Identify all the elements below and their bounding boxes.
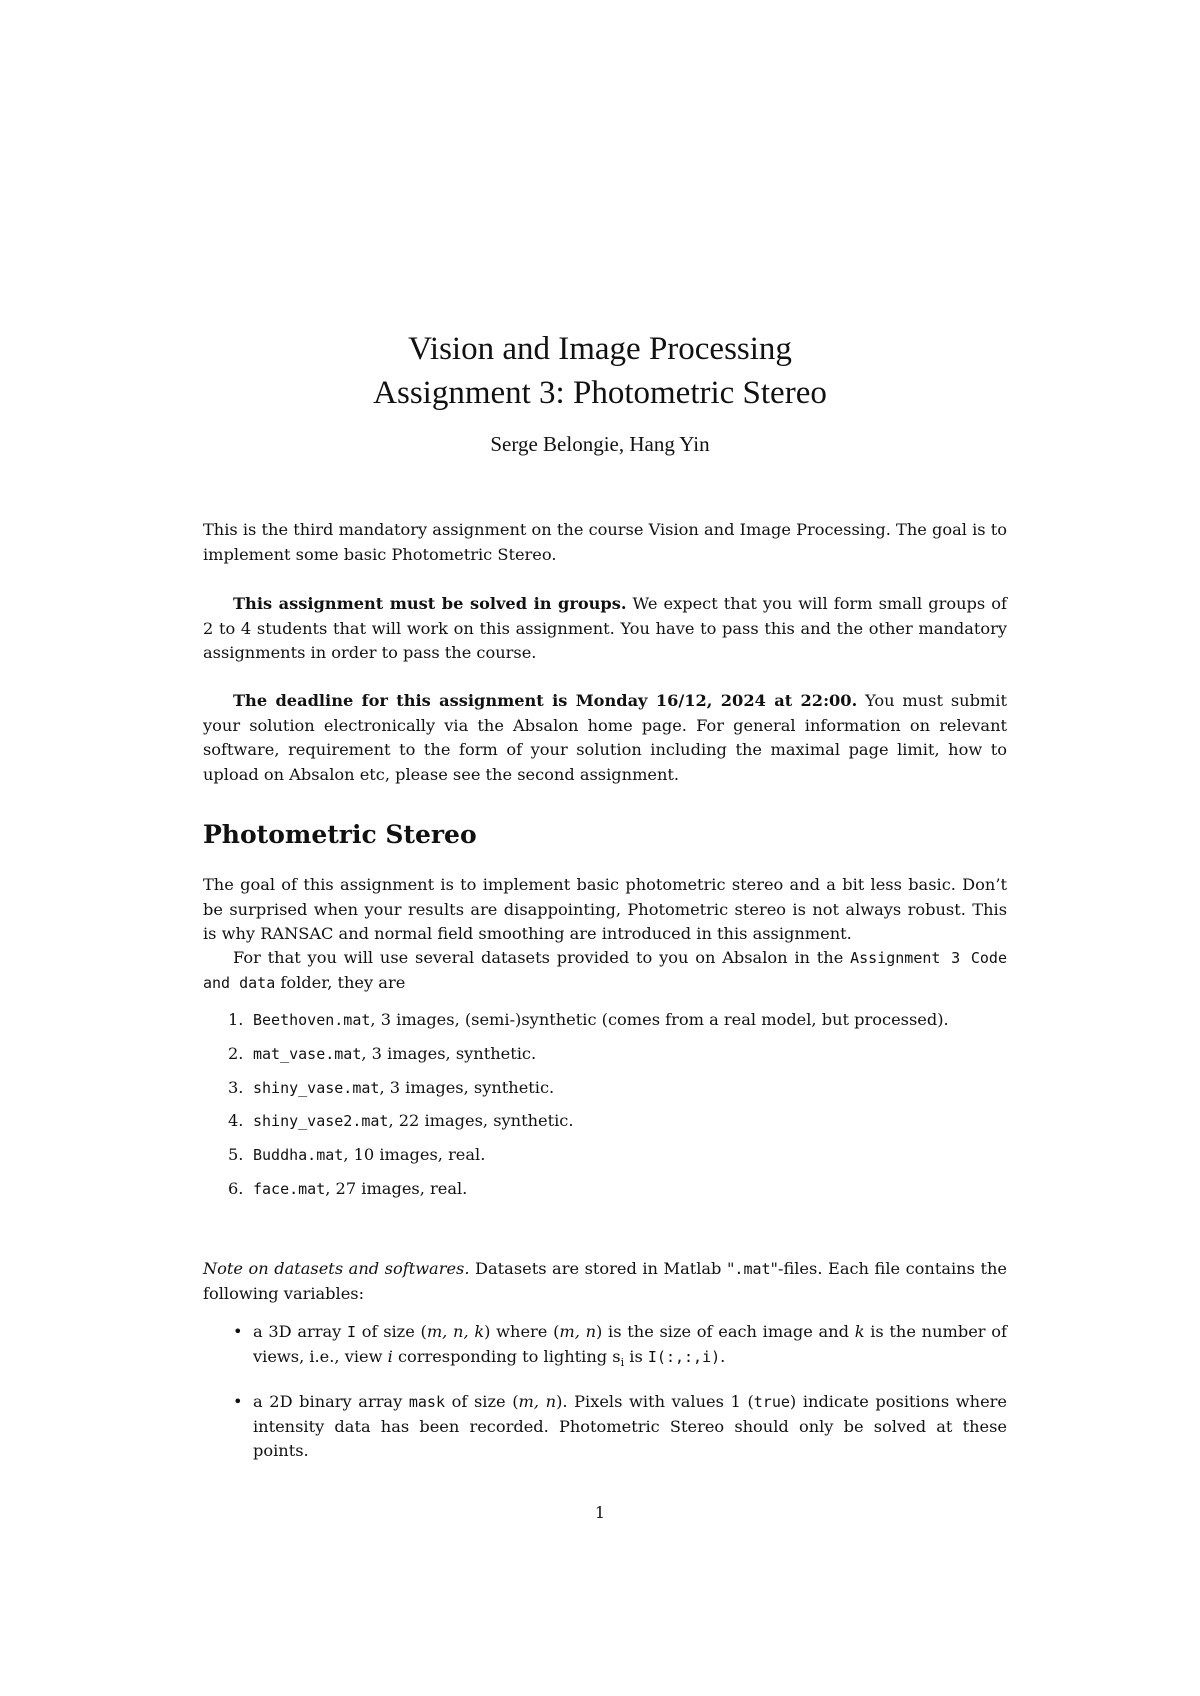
list-number: 4.: [228, 1111, 244, 1131]
groups-emphasis: This assignment must be solved in groups.: [233, 594, 627, 613]
math-expression: m, n: [518, 1392, 557, 1412]
dataset-description: , 10 images, real.: [343, 1145, 486, 1165]
course-title: Vision and Image Processing: [408, 331, 792, 367]
bullet-icon: •: [233, 1392, 243, 1412]
groups-text: We expect that you will form small groups of 2 to 4 students that will work on this assignment. You have to pass this and the other mandatory assignments in order to pass the course.: [203, 594, 1007, 662]
bullet-text: is: [624, 1346, 648, 1366]
math-expression: m, n: [559, 1322, 597, 1341]
math-expression: k: [854, 1322, 865, 1341]
code-value: true: [753, 1393, 790, 1412]
list-item: [203, 1143, 1007, 1167]
groups-paragraph: [203, 592, 1007, 666]
dataset-description: , 3 images, synthetic.: [361, 1043, 537, 1063]
bullet-text: of size (: [356, 1322, 427, 1341]
list-item: [203, 1076, 1007, 1100]
note-text: Datasets are stored in Matlab ": [469, 1259, 735, 1278]
datasets-intro-paragraph: [203, 946, 1007, 995]
dataset-filename: shiny_vase2.mat: [253, 1112, 389, 1131]
dataset-description: , 27 images, real.: [325, 1178, 468, 1198]
bullet-text: a 3D array: [253, 1322, 347, 1341]
list-number: 5.: [228, 1145, 244, 1165]
list-number: 2.: [228, 1043, 244, 1063]
dataset-filename: shiny_vase.mat: [253, 1078, 380, 1097]
note-paragraph: [203, 1257, 1007, 1306]
dataset-description: , 3 images, (semi-)synthetic (comes from a real model, but processed).: [370, 1010, 949, 1029]
datasets-intro-text: For that you will use several datasets provided to you on Absalon in the: [233, 948, 851, 967]
math-expression: m, n, k: [426, 1322, 485, 1341]
dataset-filename: mat_vase.mat: [253, 1044, 362, 1063]
bullet-text: is the number of views, i.e., view: [253, 1322, 1007, 1366]
intro-text: This is the third mandatory assignment on the course Vision and Image Processing. The goal is to implement some basic Photometric Stereo.: [203, 520, 1007, 564]
authors: Serge Belongie, Hang Yin: [490, 432, 710, 456]
list-item: [203, 1008, 1007, 1032]
bullet-text: ) is the size of each image and: [596, 1322, 855, 1341]
folder-name: Assignment 3 Code and data: [203, 949, 1007, 992]
note-text-suffix: "-files. Each file contains the following variables:: [203, 1259, 1007, 1303]
bullet-text: corresponding to lighting s: [392, 1346, 621, 1366]
section-text: The goal of this assignment is to implement basic photometric stereo and a bit less basic. Don’t be surprised when your results are disappointing, Photometric stereo is not always robust. This is why RANSAC and normal field smoothing are introduced in this assignment.: [203, 875, 1007, 943]
subscript: i: [620, 1355, 625, 1369]
dataset-list: [203, 1008, 1007, 1211]
list-number: 6.: [228, 1178, 244, 1198]
title-block: [0, 327, 1200, 457]
datasets-intro-suffix: folder, they are: [275, 972, 406, 992]
list-item: [203, 1390, 1007, 1464]
deadline-paragraph: [203, 689, 1007, 787]
code-expression: I(:,:,i): [647, 1347, 721, 1366]
deadline-emphasis: The deadline for this assignment is Monday 16/12, 2024 at 22:00.: [233, 691, 858, 710]
bullet-text: ). Pixels with values 1 (: [556, 1392, 754, 1412]
section-heading: Photometric Stereo: [203, 820, 477, 849]
dataset-description: , 22 images, synthetic.: [388, 1111, 574, 1131]
bullet-text: ) indicate positions where intensity data has been recorded. Photometric Stereo should only be solved at these points.: [253, 1392, 1007, 1461]
list-item: [203, 1109, 1007, 1133]
variable-name: mask: [408, 1393, 445, 1412]
dataset-filename: Buddha.mat: [253, 1146, 344, 1165]
page-number: 1: [594, 1503, 606, 1522]
list-item: [203, 1320, 1007, 1375]
bullet-icon: •: [233, 1322, 243, 1341]
list-number: 3.: [228, 1077, 244, 1097]
bullet-text: of size (: [444, 1392, 519, 1412]
bullet-text: .: [720, 1346, 726, 1366]
deadline-text: You must submit your solution electronically via the Absalon home page. For general information on relevant software, requirement to the form of your solution including the maximal page limit, how to upload on Absalon etc, please see the second assignment.: [203, 691, 1007, 784]
math-expression: i: [387, 1346, 393, 1366]
section-paragraph: [203, 873, 1007, 947]
assignment-title: Assignment 3: Photometric Stereo: [373, 375, 827, 411]
list-item: [203, 1177, 1007, 1201]
dataset-filename: face.mat: [253, 1179, 326, 1198]
intro-paragraph: [203, 518, 1007, 567]
file-extension: .mat: [734, 1260, 771, 1278]
bullet-text: a 2D binary array: [253, 1392, 409, 1412]
list-item: [203, 1042, 1007, 1066]
variable-name: I: [347, 1323, 357, 1341]
list-number: 1.: [228, 1010, 244, 1029]
note-label: Note on datasets and softwares.: [203, 1259, 470, 1278]
dataset-description: , 3 images, synthetic.: [379, 1077, 555, 1097]
bullet-text: ) where (: [484, 1322, 560, 1341]
dataset-filename: Beethoven.mat: [253, 1011, 371, 1029]
variables-list: [203, 1320, 1007, 1479]
